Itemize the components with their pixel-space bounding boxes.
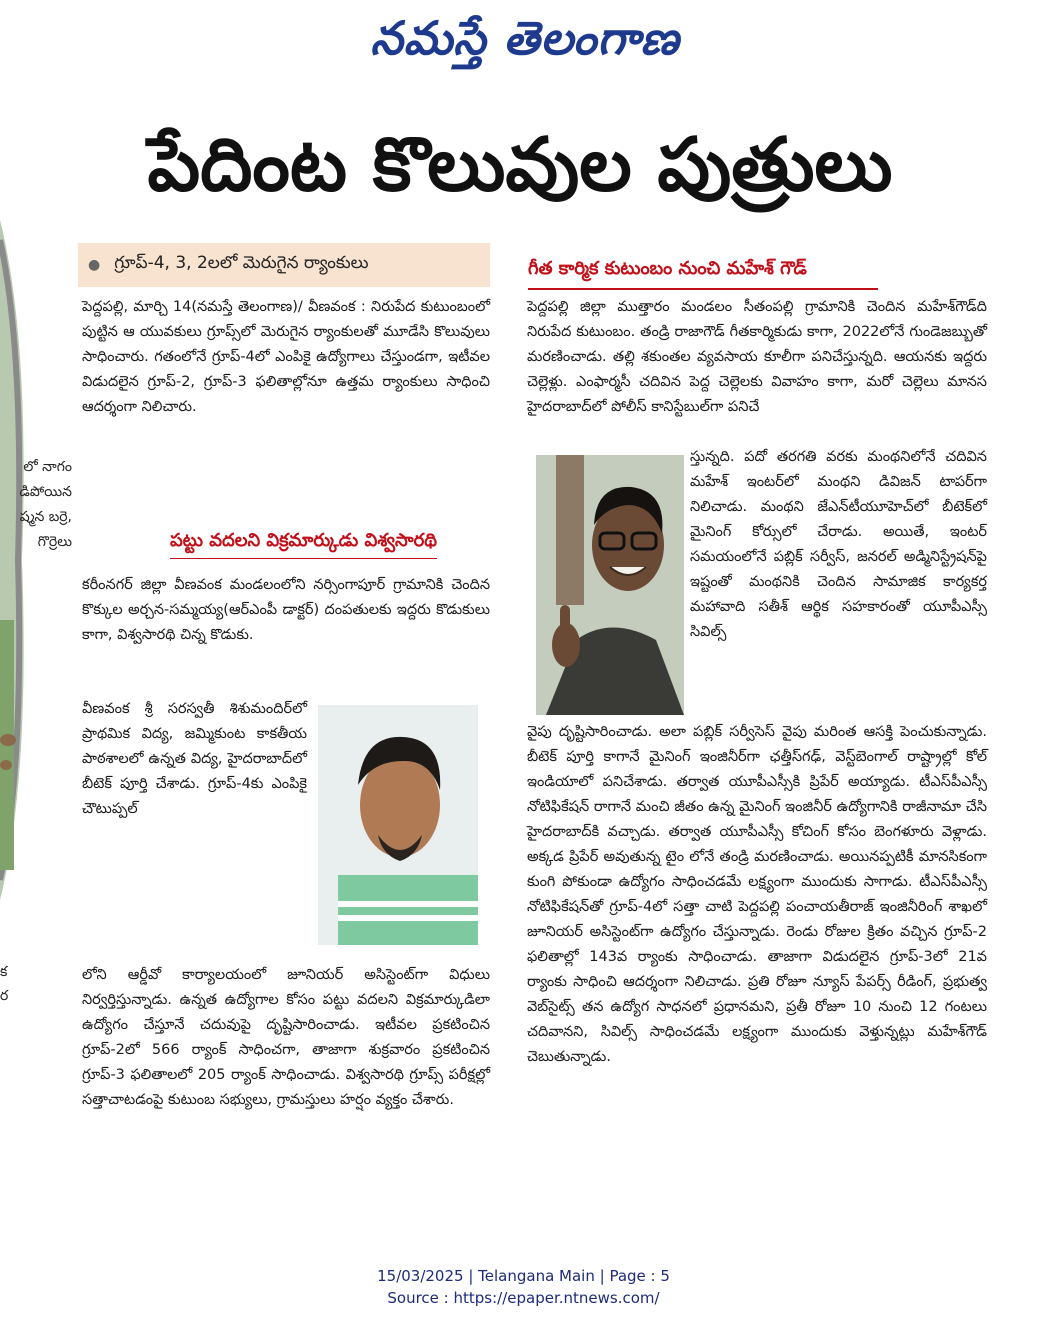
fragment-letter: ర: [0, 988, 9, 1004]
article1-para3: [82, 963, 490, 1113]
article1-para1: [82, 573, 490, 648]
article2-para-mid: [690, 445, 987, 645]
highlight-bullet: [78, 243, 490, 287]
fragment-letter: క: [0, 964, 8, 980]
mahesh-goud-photo: [536, 455, 684, 715]
fragment-line: ష్మన బర్రె,: [19, 509, 72, 525]
subhead-rule: [528, 288, 878, 290]
masthead-logo: నమస్తే తెలంగాణ: [370, 11, 680, 65]
article1-para1-text: కరీంనగర్ జిల్లా వీణవంక మండలంలోని నర్సింగాపూర్ గ్రామానికి చెందిన కొక్కుల అర్చన-సమ్మయ్య(ఆర్ఎంపీ డాక్టర్) దంపతులకు ఇద్దరు కొడుకులు కాగా, విశ్వసారథి చిన్న కొడుకు.: [82, 577, 490, 643]
article2-subhead: గీత కార్మిక కుటుంబం నుంచి మహేశ్ గౌడ్: [528, 258, 807, 279]
article1-subhead: పట్టు వదలని విక్రమార్కుడు విశ్వసారథి: [170, 530, 437, 559]
article1-para3-text: లోని ఆర్డీవో కార్యాలయంలో జూనియర్ అసిస్టెంట్‌గా విధులు నిర్వర్తిస్తున్నాడు. ఉన్నత ఉద్యోగాల కోసం పట్టు వదలని విక్రమార్కుడిలా ఉద్యోగం చేస్తూనే చదువుపై దృష్టిసారించాడు. ఇటీవల ప్రకటించిన గ్రూప్-2లో 566 ర్యాంక్ సాధించగా, తాజాగా శుక్రవారం ప్రకటించిన గ్రూప్-3 ఫలితాలలో 205 ర్యాంక్ సాధించాడు. విశ్వసారథి గ్రూప్స్ పరీక్షల్లో సత్తాచాటడంపై కుటుంబ సభ్యులు, గ్రామస్తులు హర్షం వ్యక్తం చేశారు.: [82, 967, 490, 1108]
bullet-text: గ్రూప్-4, 3, 2లలో మెరుగైన ర్యాంకులు: [114, 253, 369, 273]
article1-intro-text: పెద్దపల్లి, మార్చి 14(నమస్తే తెలంగాణ)/ వీణవంక : నిరుపేద కుటుంబంలో పుట్టిన ఆ యువకులు గ్రూప్స్‌లో మెరుగైన ర్యాంకులతో మూడేసి కొలువులు సాధించారు. గతంలోనే గ్రూప్-4లో ఎంపికై ఉద్యోగాలు చేస్తుండగా, ఇటీవల విడుదలైన గ్రూప్-2, గ్రూప్-3 ఫలితాల్లోనూ ఉత్తమ ర్యాంకులు సాధించి ఆదర్శంగా నిలిచారు.: [82, 299, 490, 415]
article2-para-top-text: పెద్దపల్లి జిల్లా ముత్తారం మండలం సీతంపల్లి గ్రామానికి చెందిన మహేశ్‌గౌడ్‌ది నిరుపేద కుటుంబం. తండ్రి రాజాగౌడ్ గీతకార్మికుడు కాగా, 2022లోనే గుండెజబ్బుతో మరణించాడు. తల్లి శకుంతల వ్యవసాయ కూలీగా పనిచేస్తున్నది. ఆయనకు ఇద్దరు చెల్లెళ్లు. ఎంఫార్మసీ చదివిన పెద్ద చెల్లెలకు వివాహం కాగా, మరో చెల్లెలు మానస హైదరాబాద్‌లో పోలీస్ కానిస్టేబుల్‌గా పనిచే: [527, 299, 987, 415]
article2-para-bottom-text: వైపు దృష్టిసారించాడు. అలా పబ్లిక్ సర్వీసెస్ వైపు మరింత ఆసక్తి పెంచుకున్నాడు. బీటెక్ పూర్తి కాగానే మైనింగ్ ఇంజినీర్‌గా ఛత్తీస్‌గఢ్, వెస్ట్‌బెంగాల్ రాష్ట్రాల్లో కోల్ ఇండియాలో పనిచేశాడు. తర్వాత యూపీఎస్సీకి ప్రిపేర్ అయ్యాడు. టీఎస్‌పీఎస్సీ నోటిఫికేషన్ రాగానే మంచి జీతం ఉన్న మైనింగ్ ఇంజినీర్ ఉద్యోగానికి రాజీనామా చేసి హైదరాబాద్‌కి వచ్చాడు. తర్వాత యూపీఎస్సీ కోచింగ్ కోసం బెంగళూరు వెళ్లాడు. అక్కడ ప్రిపేర్ అవుతున్న టైం లోనే తండ్రి మరణించాడు. అయినప్పటికీ మానసికంగా కుంగి పోకుండా ఉద్యోగం సాధించడమే లక్ష్యంగా ముందుకు సాగాడు. టీఎస్‌పీఎస్సీ నోటిఫికేషన్‌తో గ్రూప్-4లో సత్తా చాటి పెద్దపల్లి పంచాయతీరాజ్ ఇంజినీరింగ్ శాఖలో జూనియర్ అసిస్టెంట్‌గా ఉద్యోగం చేస్తున్నాడు. రెండు రోజుల క్రితం వచ్చిన గ్రూప్-2 ఫలితాల్లో 143వ ర్యాంకు సాధించాడు. తాజాగా విడుదలైన గ్రూప్-3లో 21వ ర్యాంకు సాధించి ఆదర్శంగా నిలిచాడు. ప్రతి రోజూ న్యూస్ పేపర్స్ రీడింగ్, ప్రభుత్వ వెబ్‌సైట్స్ తన ఉద్యోగ సాధనలో ప్రధానమని, ప్రతీ రోజూ 10 నుంచి 12 గంటలు చదివానని, సివిల్స్ సాధించడమే లక్ష్యంగా ముందుకు వెళ్తున్నట్లు మహేశ్‌గౌడ్ చెబుతున్నాడు.: [527, 724, 987, 1065]
footer-source: Source : https://epaper.ntnews.com/: [387, 1289, 660, 1307]
article2-para-top: [527, 295, 987, 420]
fragment-line: గొర్రెలు: [37, 534, 72, 550]
left-column-fragment: [0, 455, 72, 555]
article2-para-mid-text: స్తున్నది. పదో తరగతి వరకు మంథనిలోనే చదివిన మహేశ్ ఇంటర్‌లో మంథని డివిజన్ టాపర్‌గా నిలిచాడు. మంథని జేఎన్‌టీయూహెచ్‌లో బీటెక్‌లో మైనింగ్ కోర్సులో చేరాడు. అయితే, ఇంటర్ సమయంలోనే పబ్లిక్ సర్వీస్, జనరల్ అడ్మినిస్ట్రేషన్‌పై ఇష్టంతో మంథనికి చెందిన సామాజిక కార్యకర్త మహావాది సతీశ్ ఆర్థిక సహకారంతో యూపీఎస్సీ సివిల్స్: [690, 449, 987, 640]
article2-para-bottom: [527, 720, 987, 1070]
fragment-line: లో నాగం: [23, 459, 72, 475]
article1-intro: [82, 295, 490, 420]
left-cropped-photo: [0, 220, 30, 900]
bullet-icon: ●: [88, 257, 101, 273]
page-footer: [0, 1265, 1047, 1309]
fragment-line: డిపోయిన: [19, 484, 72, 500]
article1-para2: [82, 697, 307, 822]
viswasarathi-photo: [318, 705, 478, 945]
footer-date-edition: 15/03/2025 | Telangana Main | Page : 5: [377, 1267, 670, 1285]
page-headline: పేదింట కొలువుల పుత్రులు: [147, 122, 893, 208]
article1-para2-text: వీణవంక శ్రీ సరస్వతీ శిశుమందిర్‌లో ప్రాథమిక విద్య, జమ్మికుంట కాకతీయ పాఠశాలలో ఉన్నత విద్య, హైదరాబాద్‌లో బీటెక్ పూర్తి చేశాడు. గ్రూప్-4కు ఎంపికై చౌటుప్పల్: [82, 701, 307, 817]
